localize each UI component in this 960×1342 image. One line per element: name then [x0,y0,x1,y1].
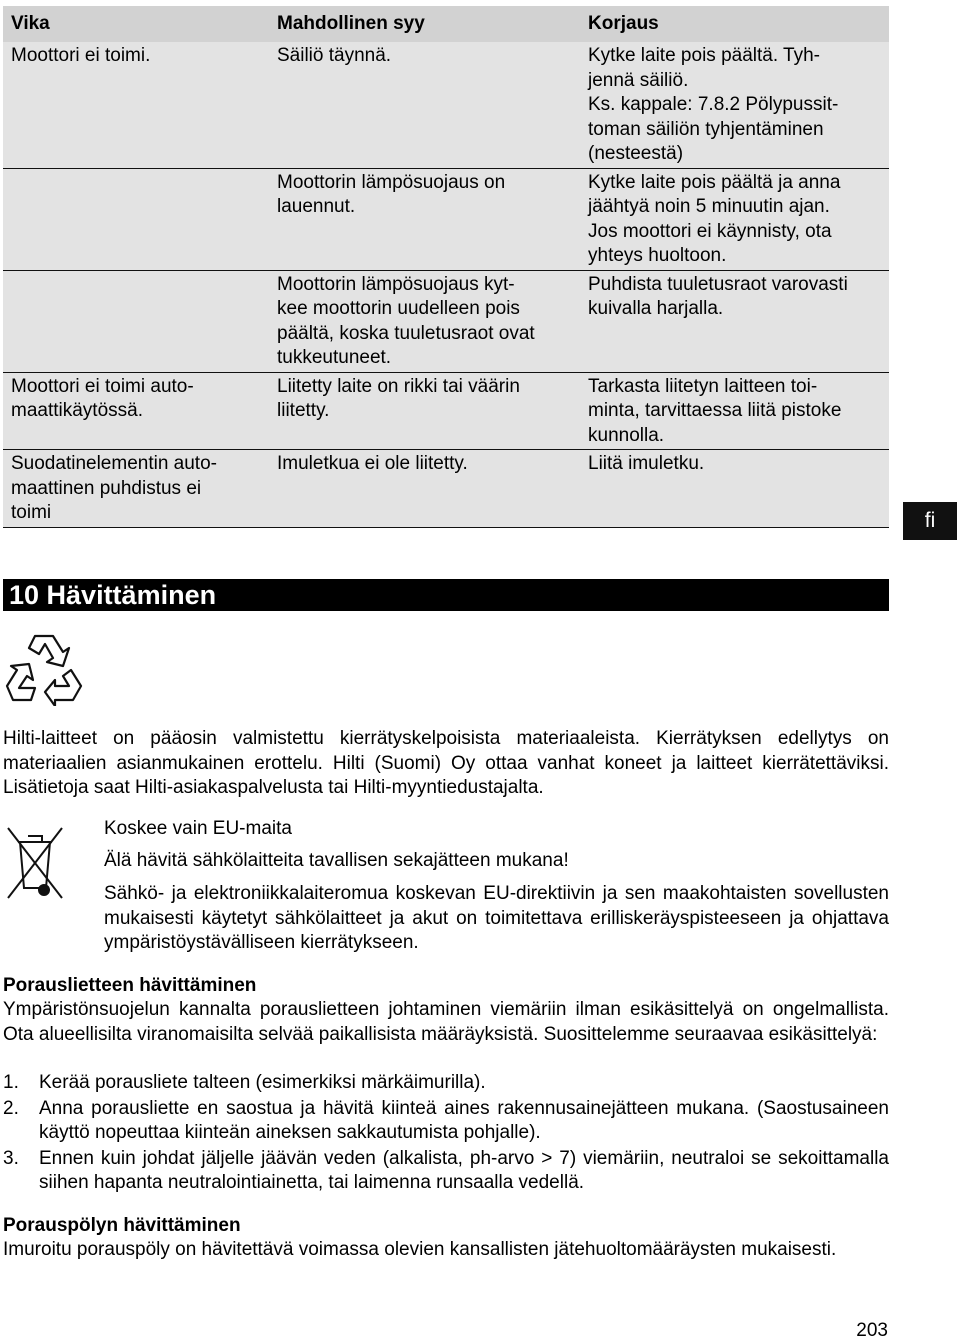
header-remedy: Korjaus [580,6,889,42]
page-number: 203 [856,1320,888,1341]
cell-cause: Imuletkua ei ole liitetty. [269,450,580,528]
cell-fault: Moottori ei toimi. [11,45,151,66]
cell-fault [3,168,269,270]
step-text: Ennen kuin johdat jäljelle jäävän veden (alkalista, ph-arvo > 7) viemäriin, neutraloi se sekoittamalla siihen hapanta neutralointiainetta, tai laimenna runsaalla vedellä. [39,1147,889,1193]
cell-remedy: Tarkasta liitetyn laitteen toi- minta, tarvittaessa liitä pistoke kunnolla. [580,372,889,450]
header-fault: Vika [3,6,269,42]
list-item [3,1147,889,1196]
cell-cause: Säiliö täynnä. [277,45,392,66]
slurry-text: Ympäristönsuojelun kannalta porauslietteen johtaminen viemäriin ilman esikäsittelyä on ongelmallista. Ota alueellisilta viranomaisilta selvää paikallisista määräyksistä. Suosittelemme seuraavaa esikäsittelyä: [3,999,889,1045]
header-cause: Mahdollinen syy [269,6,580,42]
language-tab: fi [903,502,957,540]
dust-heading: Porauspölyn hävittäminen [3,1215,241,1236]
recycle-icon [5,630,85,706]
cell-remedy: Puhdista tuuletusraot varovasti kuivalla harjalla. [580,270,889,372]
table-row [3,450,889,528]
table-header-row [3,6,889,42]
cell-remedy: Kytke laite pois päältä. Tyh- jennä säiliö. Ks. kappale: 7.8.2 Pölypussit- toman säiliön tyhjentäminen (nesteestä) [588,45,839,164]
section-title: 10 Hävittäminen [3,579,889,611]
cell-fault [3,270,269,372]
cell-remedy: Kytke laite pois päältä ja anna jäähtyä noin 5 minuutin ajan. Jos moottori ei käynnisty, ota yhteys huoltoon. [580,168,889,270]
cell-fault: Suodatinelementin auto- maattinen puhdistus ei toimi [3,450,269,528]
eu-note: Koskee vain EU-maita [104,818,292,839]
cell-remedy: Liitä imuletku. [580,450,889,528]
slurry-heading: Porauslietteen hävittäminen [3,975,257,996]
eu-directive-text: Sähkö- ja elektroniikkalaiteromua koskevan EU-direktiivin ja sen maakohtaisten sovellusten mukaisesti käytetyt sähkölaitteet ja akut on toimitettava erilliskeräyspisteeseen ja ohjattava ympäristöystävälliseen kierrätykseen. [104,883,889,953]
cell-cause: Moottorin lämpösuojaus kyt- kee moottorin uudelleen pois päältä, koska tuuletusraot ovat tukkeutuneet. [269,270,580,372]
step-text: Kerää porausliete talteen (esimerkiksi märkäimurilla). [39,1072,486,1093]
table-row [3,270,889,372]
dust-text: Imuroitu porauspöly on hävitettävä voimassa olevien kansallisten jätehuoltomääräysten mukaisesti. [3,1239,837,1260]
crossed-bin-icon [4,822,66,902]
step-number: 3. [3,1147,19,1169]
eu-warning: Älä hävitä sähkölaitteita tavallisen sekajätteen mukana! [104,850,569,871]
cell-cause: Moottorin lämpösuojaus on lauennut. [269,168,580,270]
list-item [3,1097,889,1146]
step-text: Anna porausliette en saostua ja hävitä kiinteä aines rakennusainejätteen mukana. (Saostusaineen käyttö nopeuttaa kiinteän aineksen sakkautumista pohjalle). [39,1097,889,1143]
step-number: 2. [3,1097,19,1119]
cell-fault: Moottori ei toimi auto- maattikäytössä. [3,372,269,450]
cell-cause: Liitetty laite on rikki tai väärin liitetty. [269,372,580,450]
disposal-intro: Hilti-laitteet on pääosin valmistettu kierrätyskelpoisista materiaaleista. Kierrätyksen edellytys on materiaalien asianmukainen erottelu. Hilti (Suomi) Oy ottaa vanhat koneet ja laitteet kierrätettäviksi. Lisätietoja saat Hilti-asiakaspalvelusta tai Hilti-myyntiedustajalta. [3,728,889,798]
troubleshooting-table [3,6,889,528]
pretreatment-steps [3,1071,889,1197]
table-row [3,42,889,168]
table-row [3,168,889,270]
step-number: 1. [3,1072,19,1093]
list-item [3,1071,889,1096]
table-row [3,372,889,450]
